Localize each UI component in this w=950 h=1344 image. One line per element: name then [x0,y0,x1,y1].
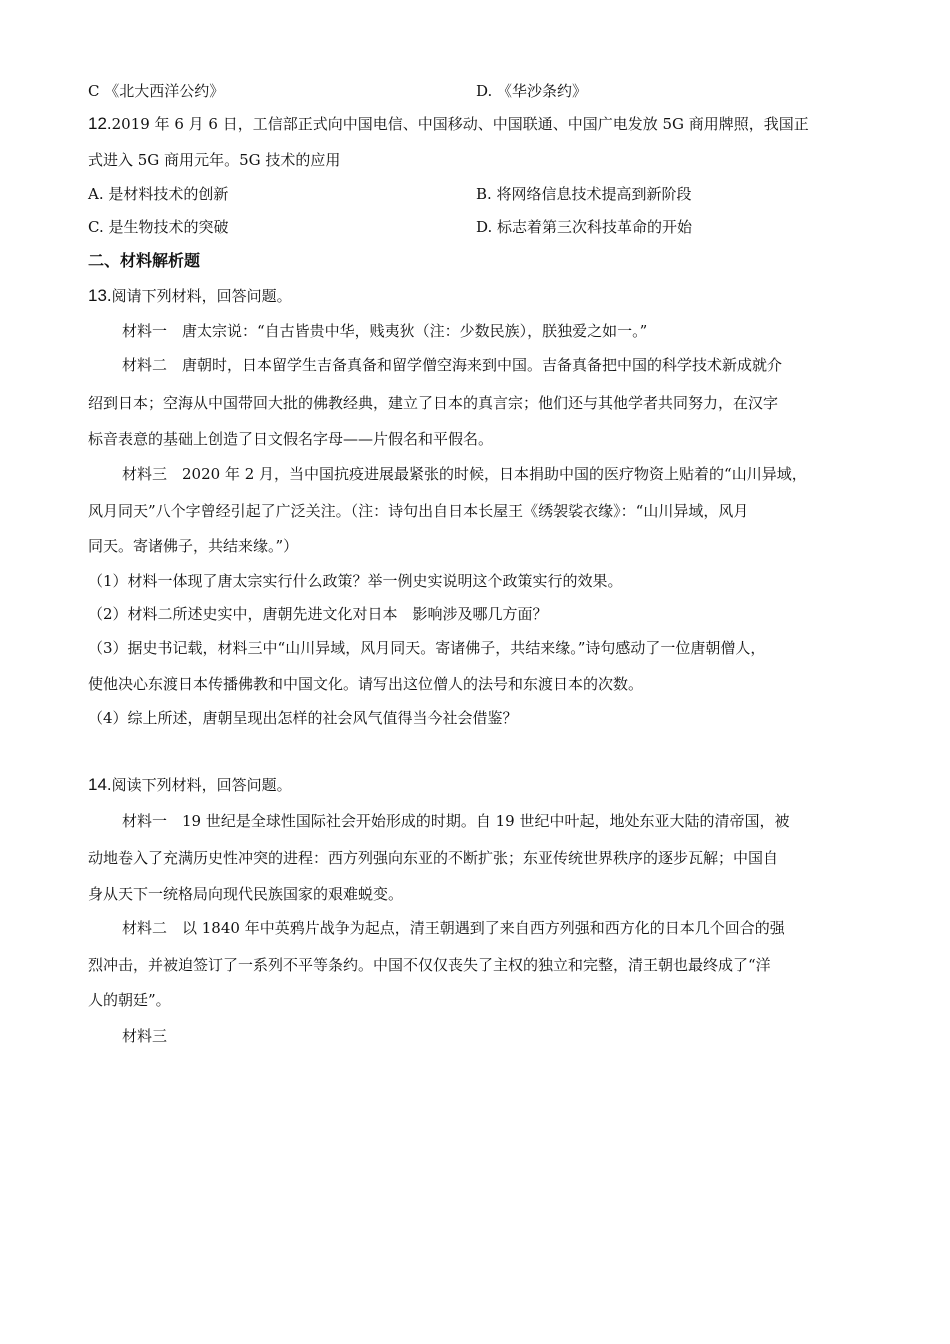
q14-number: 14. [88,775,112,794]
q13-material-3-line2: 风月同天”八个字曾经引起了广泛关注。（注：诗句出自日本长屋王《绣袈裟衣缘》：“山川异域，风月 [88,502,749,520]
q13-material-3-line3: 同天。寄诸佛子，共结来缘。”） [88,537,299,555]
q14-material-2-line1: 材料二 以 1840 年中英鸦片战争为起点，清王朝遇到了来自西方列强和西方化的日本几个回合的强 [122,919,785,937]
q13-material-2-line1: 材料二 唐朝时，日本留学生吉备真备和留学僧空海来到中国。吉备真备把中国的科学技术新成就介 [122,356,783,374]
q11-option-d[interactable]: D. 《华沙条约》 [476,82,588,100]
q12-option-c[interactable]: C. 是生物技术的突破 [88,218,229,236]
q13-material-1: 材料一 唐太宗说：“自古皆贵中华，贱夷狄（注：少数民族），朕独爱之如一。” [122,322,648,340]
q12-stem-line2: 式进入 5G 商用元年。5G 技术的应用 [88,151,341,169]
q13-subquestion-3-line2: 使他决心东渡日本传播佛教和中国文化。请写出这位僧人的法号和东渡日本的次数。 [88,675,644,693]
q13-material-3-line1: 材料三 2020 年 2 月，当中国抗疫进展最紧张的时候，日本捐助中国的医疗物资上贴着的“山川异域， [122,465,807,483]
section-title: 二、材料解析题 [88,251,201,270]
q13-material-2-line2: 绍到日本；空海从中国带回大批的佛教经典，建立了日本的真言宗；他们还与其他学者共同努力，在汉字 [88,394,779,412]
q14-material-1-line3: 身从天下一统格局向现代民族国家的艰难蜕变。 [88,885,404,903]
q12-option-b[interactable]: B. 将网络信息技术提高到新阶段 [476,185,692,203]
q13-number: 13. [88,286,112,305]
q14-stem: 14.阅读下列材料，回答问题。 [88,775,292,794]
q12-option-d[interactable]: D. 标志着第三次科技革命的开始 [476,218,693,236]
q13-subquestion-1: （1）材料一体现了唐太宗实行什么政策？举一例史实说明这个政策实行的效果。 [88,572,623,590]
q13-stem: 13.阅请下列材料，回答问题。 [88,286,292,305]
q12-stem-line1: 12.2019 年 6 月 6 日，工信部正式向中国电信、中国移动、中国联通、中国广电发放 5G 商用牌照，我国正 [88,114,809,133]
q13-subquestion-2: （2）材料二所述史实中，唐朝先进文化对日本 影响涉及哪几方面？ [88,605,548,623]
q13-subquestion-3-line1: （3）据史书记载，材料三中“山川异域，风月同天。寄诸佛子，共结来缘。”诗句感动了一位唐朝僧人， [88,639,766,657]
q12-number: 12. [88,114,112,133]
q12-option-a[interactable]: A. 是材料技术的创新 [88,185,229,203]
q11-option-c[interactable]: C 《北大西洋公约》 [88,82,225,100]
q14-material-2-line3: 人的朝廷”。 [88,991,171,1009]
q13-subquestion-4: （4）综上所述，唐朝呈现出怎样的社会风气值得当今社会借鉴？ [88,709,518,727]
q14-material-1-line2: 动地卷入了充满历史性冲突的进程：西方列强向东亚的不断扩张；东亚传统世界秩序的逐步瓦解；中国自 [88,849,779,867]
q14-material-3: 材料三 [122,1027,168,1045]
q13-material-2-line3: 标音表意的基础上创造了日文假名字母——片假名和平假名。 [88,430,494,448]
q14-material-1-line1: 材料一 19 世纪是全球性国际社会开始形成的时期。自 19 世纪中叶起，地处东亚大陆的清帝国，被 [122,812,790,830]
q14-material-2-line2: 烈冲击，并被迫签订了一系列不平等条约。中国不仅仅丧失了主权的独立和完整，清王朝也最终成了“洋 [88,956,771,974]
